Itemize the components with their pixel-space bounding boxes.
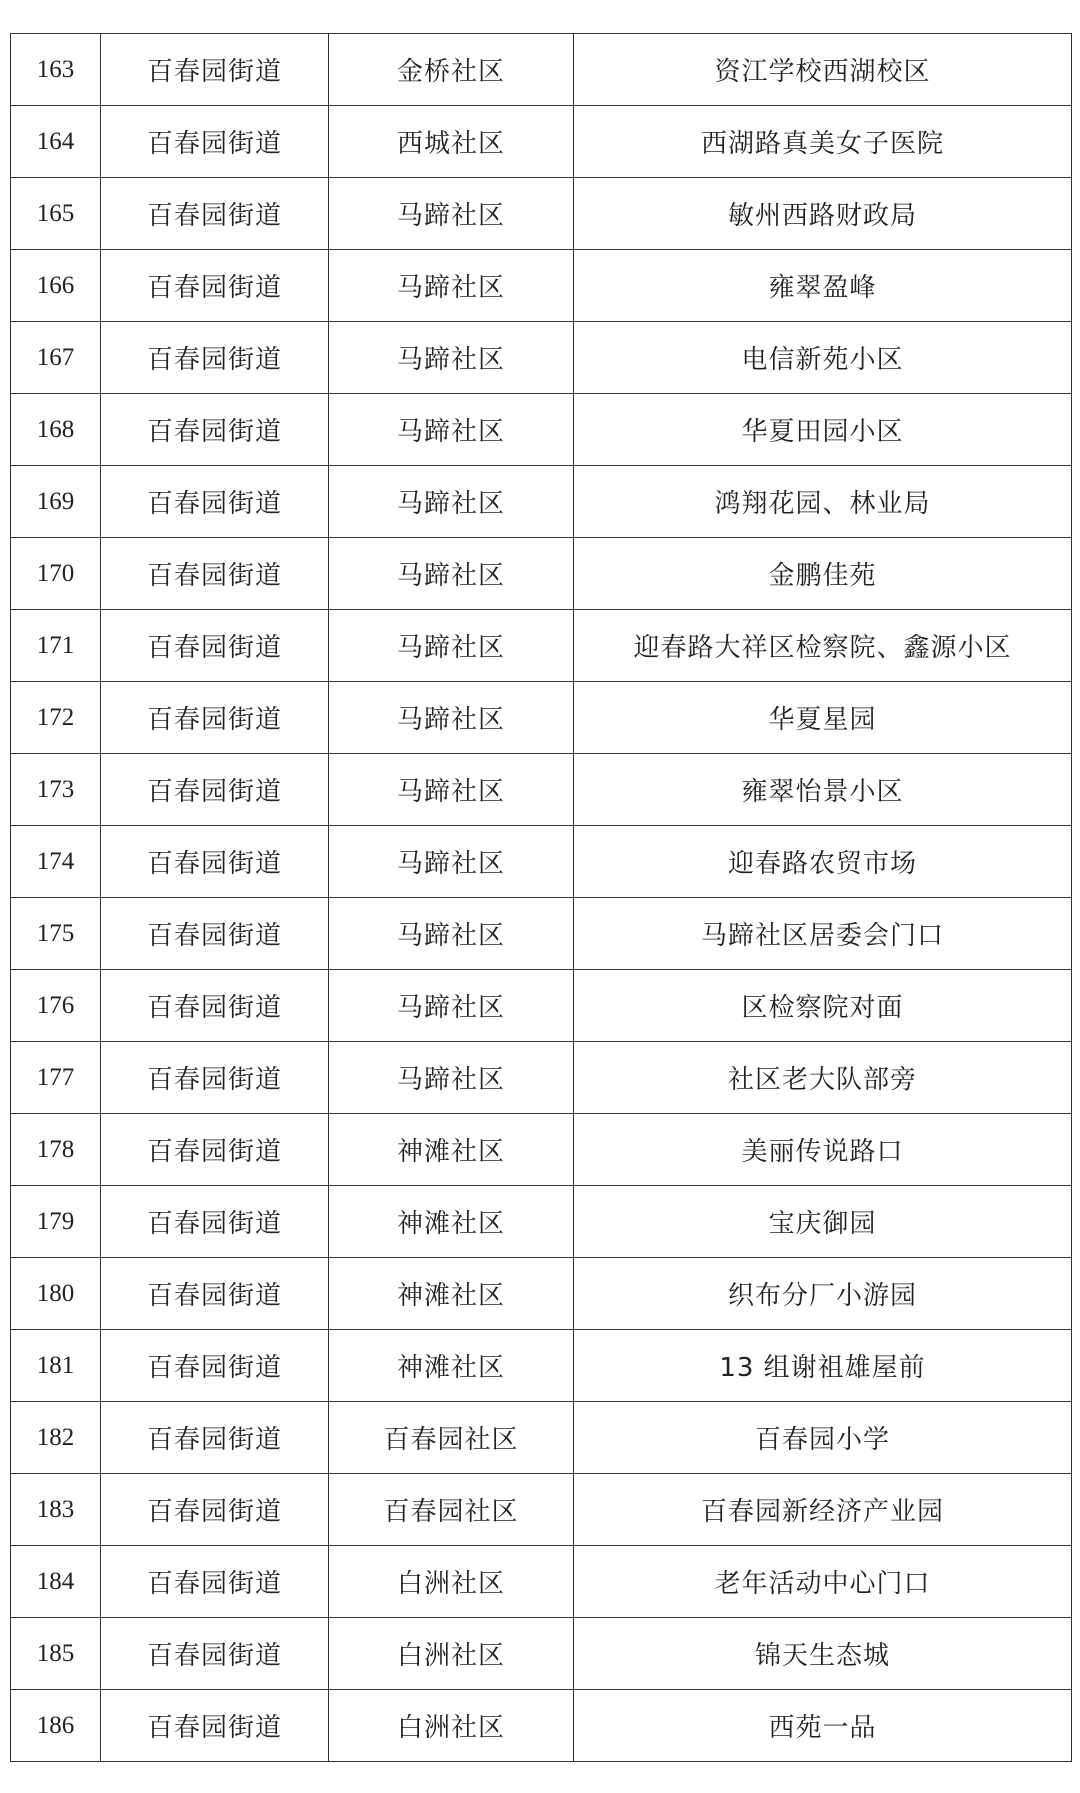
table-row [11, 1690, 1072, 1762]
document-table-container [10, 33, 1071, 1762]
community-cell: 神滩社区 [329, 1186, 574, 1258]
community-cell: 西城社区 [329, 106, 574, 178]
location-cell: 迎春路农贸市场 [574, 826, 1072, 898]
table-row [11, 106, 1072, 178]
community-cell: 马蹄社区 [329, 1042, 574, 1114]
row-number-cell: 163 [11, 34, 101, 106]
community-cell: 白洲社区 [329, 1690, 574, 1762]
table-row [11, 898, 1072, 970]
table-row [11, 826, 1072, 898]
street-cell: 百春园街道 [101, 178, 329, 250]
street-cell: 百春园街道 [101, 1258, 329, 1330]
row-number-cell: 172 [11, 682, 101, 754]
row-number-cell: 164 [11, 106, 101, 178]
community-cell: 百春园社区 [329, 1474, 574, 1546]
location-cell: 锦天生态城 [574, 1618, 1072, 1690]
community-cell: 马蹄社区 [329, 250, 574, 322]
location-cell: 区检察院对面 [574, 970, 1072, 1042]
community-cell: 马蹄社区 [329, 538, 574, 610]
row-number-cell: 169 [11, 466, 101, 538]
street-cell: 百春园街道 [101, 1114, 329, 1186]
street-cell: 百春园街道 [101, 250, 329, 322]
street-cell: 百春园街道 [101, 1402, 329, 1474]
row-number-cell: 182 [11, 1402, 101, 1474]
location-cell: 老年活动中心门口 [574, 1546, 1072, 1618]
location-cell: 雍翠怡景小区 [574, 754, 1072, 826]
street-cell: 百春园街道 [101, 1330, 329, 1402]
community-cell: 马蹄社区 [329, 322, 574, 394]
row-number-cell: 171 [11, 610, 101, 682]
community-cell: 神滩社区 [329, 1114, 574, 1186]
location-cell: 华夏星园 [574, 682, 1072, 754]
row-number-cell: 185 [11, 1618, 101, 1690]
location-cell: 雍翠盈峰 [574, 250, 1072, 322]
row-number-cell: 168 [11, 394, 101, 466]
community-cell: 马蹄社区 [329, 466, 574, 538]
community-cell: 马蹄社区 [329, 394, 574, 466]
community-cell: 神滩社区 [329, 1258, 574, 1330]
table-row [11, 970, 1072, 1042]
location-cell: 13 组谢祖雄屋前 [574, 1330, 1072, 1402]
table-row [11, 1258, 1072, 1330]
street-cell: 百春园街道 [101, 466, 329, 538]
community-cell: 马蹄社区 [329, 610, 574, 682]
community-cell: 马蹄社区 [329, 178, 574, 250]
row-number-cell: 167 [11, 322, 101, 394]
table-row [11, 1546, 1072, 1618]
row-number-cell: 176 [11, 970, 101, 1042]
location-cell: 鸿翔花园、林业局 [574, 466, 1072, 538]
row-number-cell: 166 [11, 250, 101, 322]
table-row [11, 466, 1072, 538]
location-cell: 西苑一品 [574, 1690, 1072, 1762]
street-cell: 百春园街道 [101, 1690, 329, 1762]
table-row [11, 394, 1072, 466]
row-number-cell: 181 [11, 1330, 101, 1402]
street-cell: 百春园街道 [101, 826, 329, 898]
table-row [11, 1114, 1072, 1186]
row-number-cell: 180 [11, 1258, 101, 1330]
community-cell: 马蹄社区 [329, 754, 574, 826]
row-number-cell: 178 [11, 1114, 101, 1186]
table-row [11, 754, 1072, 826]
community-cell: 白洲社区 [329, 1618, 574, 1690]
street-cell: 百春园街道 [101, 34, 329, 106]
street-cell: 百春园街道 [101, 1618, 329, 1690]
row-number-cell: 183 [11, 1474, 101, 1546]
street-cell: 百春园街道 [101, 1546, 329, 1618]
row-number-cell: 184 [11, 1546, 101, 1618]
location-cell: 西湖路真美女子医院 [574, 106, 1072, 178]
row-number-cell: 170 [11, 538, 101, 610]
table-row [11, 178, 1072, 250]
location-cell: 资江学校西湖校区 [574, 34, 1072, 106]
table-row [11, 1618, 1072, 1690]
location-cell: 百春园新经济产业园 [574, 1474, 1072, 1546]
table-row [11, 1330, 1072, 1402]
location-cell: 电信新苑小区 [574, 322, 1072, 394]
location-cell: 织布分厂小游园 [574, 1258, 1072, 1330]
street-cell: 百春园街道 [101, 754, 329, 826]
street-cell: 百春园街道 [101, 394, 329, 466]
table-body [11, 34, 1072, 1762]
community-cell: 马蹄社区 [329, 970, 574, 1042]
location-cell: 金鹏佳苑 [574, 538, 1072, 610]
location-cell: 华夏田园小区 [574, 394, 1072, 466]
table-row [11, 250, 1072, 322]
community-cell: 马蹄社区 [329, 826, 574, 898]
row-number-cell: 173 [11, 754, 101, 826]
table-row [11, 1042, 1072, 1114]
row-number-cell: 177 [11, 1042, 101, 1114]
street-cell: 百春园街道 [101, 682, 329, 754]
street-cell: 百春园街道 [101, 898, 329, 970]
row-number-cell: 179 [11, 1186, 101, 1258]
location-cell: 百春园小学 [574, 1402, 1072, 1474]
community-cell: 白洲社区 [329, 1546, 574, 1618]
row-number-cell: 175 [11, 898, 101, 970]
location-cell: 迎春路大祥区检察院、鑫源小区 [574, 610, 1072, 682]
street-cell: 百春园街道 [101, 322, 329, 394]
community-cell: 马蹄社区 [329, 898, 574, 970]
street-cell: 百春园街道 [101, 538, 329, 610]
table-row [11, 610, 1072, 682]
street-cell: 百春园街道 [101, 1042, 329, 1114]
community-cell: 金桥社区 [329, 34, 574, 106]
location-cell: 宝庆御园 [574, 1186, 1072, 1258]
table-row [11, 34, 1072, 106]
street-cell: 百春园街道 [101, 970, 329, 1042]
location-cell: 社区老大队部旁 [574, 1042, 1072, 1114]
location-cell: 美丽传说路口 [574, 1114, 1072, 1186]
table-row [11, 322, 1072, 394]
table-row [11, 1402, 1072, 1474]
location-table [10, 33, 1072, 1762]
row-number-cell: 165 [11, 178, 101, 250]
table-row [11, 538, 1072, 610]
location-cell: 马蹄社区居委会门口 [574, 898, 1072, 970]
table-row [11, 1186, 1072, 1258]
location-cell: 敏州西路财政局 [574, 178, 1072, 250]
community-cell: 马蹄社区 [329, 682, 574, 754]
table-row [11, 682, 1072, 754]
community-cell: 神滩社区 [329, 1330, 574, 1402]
row-number-cell: 186 [11, 1690, 101, 1762]
street-cell: 百春园街道 [101, 106, 329, 178]
street-cell: 百春园街道 [101, 610, 329, 682]
street-cell: 百春园街道 [101, 1186, 329, 1258]
table-row [11, 1474, 1072, 1546]
row-number-cell: 174 [11, 826, 101, 898]
street-cell: 百春园街道 [101, 1474, 329, 1546]
community-cell: 百春园社区 [329, 1402, 574, 1474]
